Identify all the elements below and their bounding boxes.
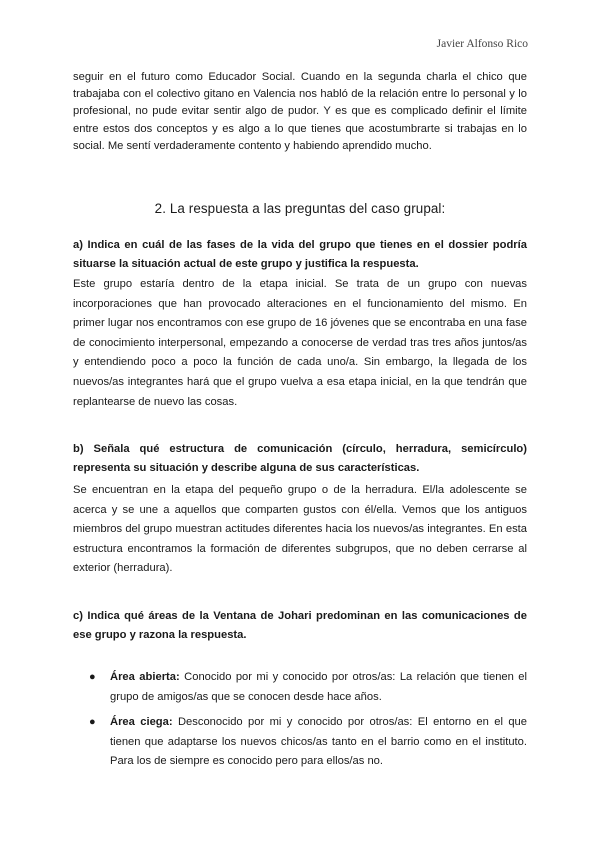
johari-item-open-area [73, 668, 527, 707]
johari-list [73, 668, 527, 778]
bullet-icon: ● [89, 716, 96, 729]
question-b: b) Señala qué estructura de comunicación (círculo, herradura, semicírculo) representa su situación y describe alguna de sus características. [73, 443, 527, 474]
question-c: c) Indica qué áreas de la Ventana de Johari predominan en las comunicaciones de ese grupo y razona la respuesta. [73, 610, 527, 641]
johari-item-blind-area [73, 713, 527, 772]
section-title: 2. La respuesta a las preguntas del caso grupal: [154, 201, 446, 216]
question-a: a) Indica en cuál de las fases de la vida del grupo que tienes en el dossier podría situarse la situación actual de este grupo y justifica la respuesta. [73, 239, 527, 270]
page-header-author: Javier Alfonso Rico [436, 38, 528, 50]
johari-description: Conocido por mi y conocido por otros/as: La relación que tienen el grupo de amigos/as que se conocen desde hace años. [110, 671, 527, 703]
answer-b: Se encuentran en la etapa del pequeño grupo o de la herradura. El/la adolescente se acerca y se une a aquellos que comparten gustos con él/ella. Vemos que los antiguos miembros del grupo muestran actitudes diferentes hacia los nuevos/as integrantes. En esta estructura encontramos la formación de diferentes subgrupos, que no deben cerrarse al exterior (herradura). [73, 484, 527, 575]
johari-description: Desconocido por mi y conocido por otros/as: El entorno en el que tienen que adaptarse los nuevos chicos/as tanto en el barrio como en el instituto. Para los de siempre es conocido pero para ellos/as no. [110, 716, 527, 768]
intro-paragraph: seguir en el futuro como Educador Social. Cuando en la segunda charla el chico que trabajaba con el colectivo gitano en Valencia nos habló de la relación entre lo personal y lo profesional, no pude evitar sentir algo de pudor. Y es que es complicado definir el límite entre estos dos conceptos y es algo a lo que tienes que acostumbrarte si trabajas en lo social. Me sentí verdaderamente contento y habiendo aprendido mucho. [73, 71, 527, 152]
johari-term: Área abierta: [110, 671, 180, 683]
answer-a: Este grupo estaría dentro de la etapa inicial. Se trata de un grupo con nuevas incorporaciones que han provocado alteraciones en el funcionamiento del mismo. En primer lugar nos encontramos con ese grupo de 16 jóvenes que se encontraba en una fase de conocimiento interpersonal, empezando a conocerse de verdad tras tres años juntos/as y entendiendo poco a poco la función de cada uno/a. Sin embargo, la llegada de los nuevos/as integrantes hará que el grupo vuelva a esa etapa inicial, en la que tendrán que replantearse de nuevo las cosas. [73, 278, 527, 408]
bullet-icon: ● [89, 671, 96, 683]
johari-term: Área ciega: [110, 716, 173, 729]
